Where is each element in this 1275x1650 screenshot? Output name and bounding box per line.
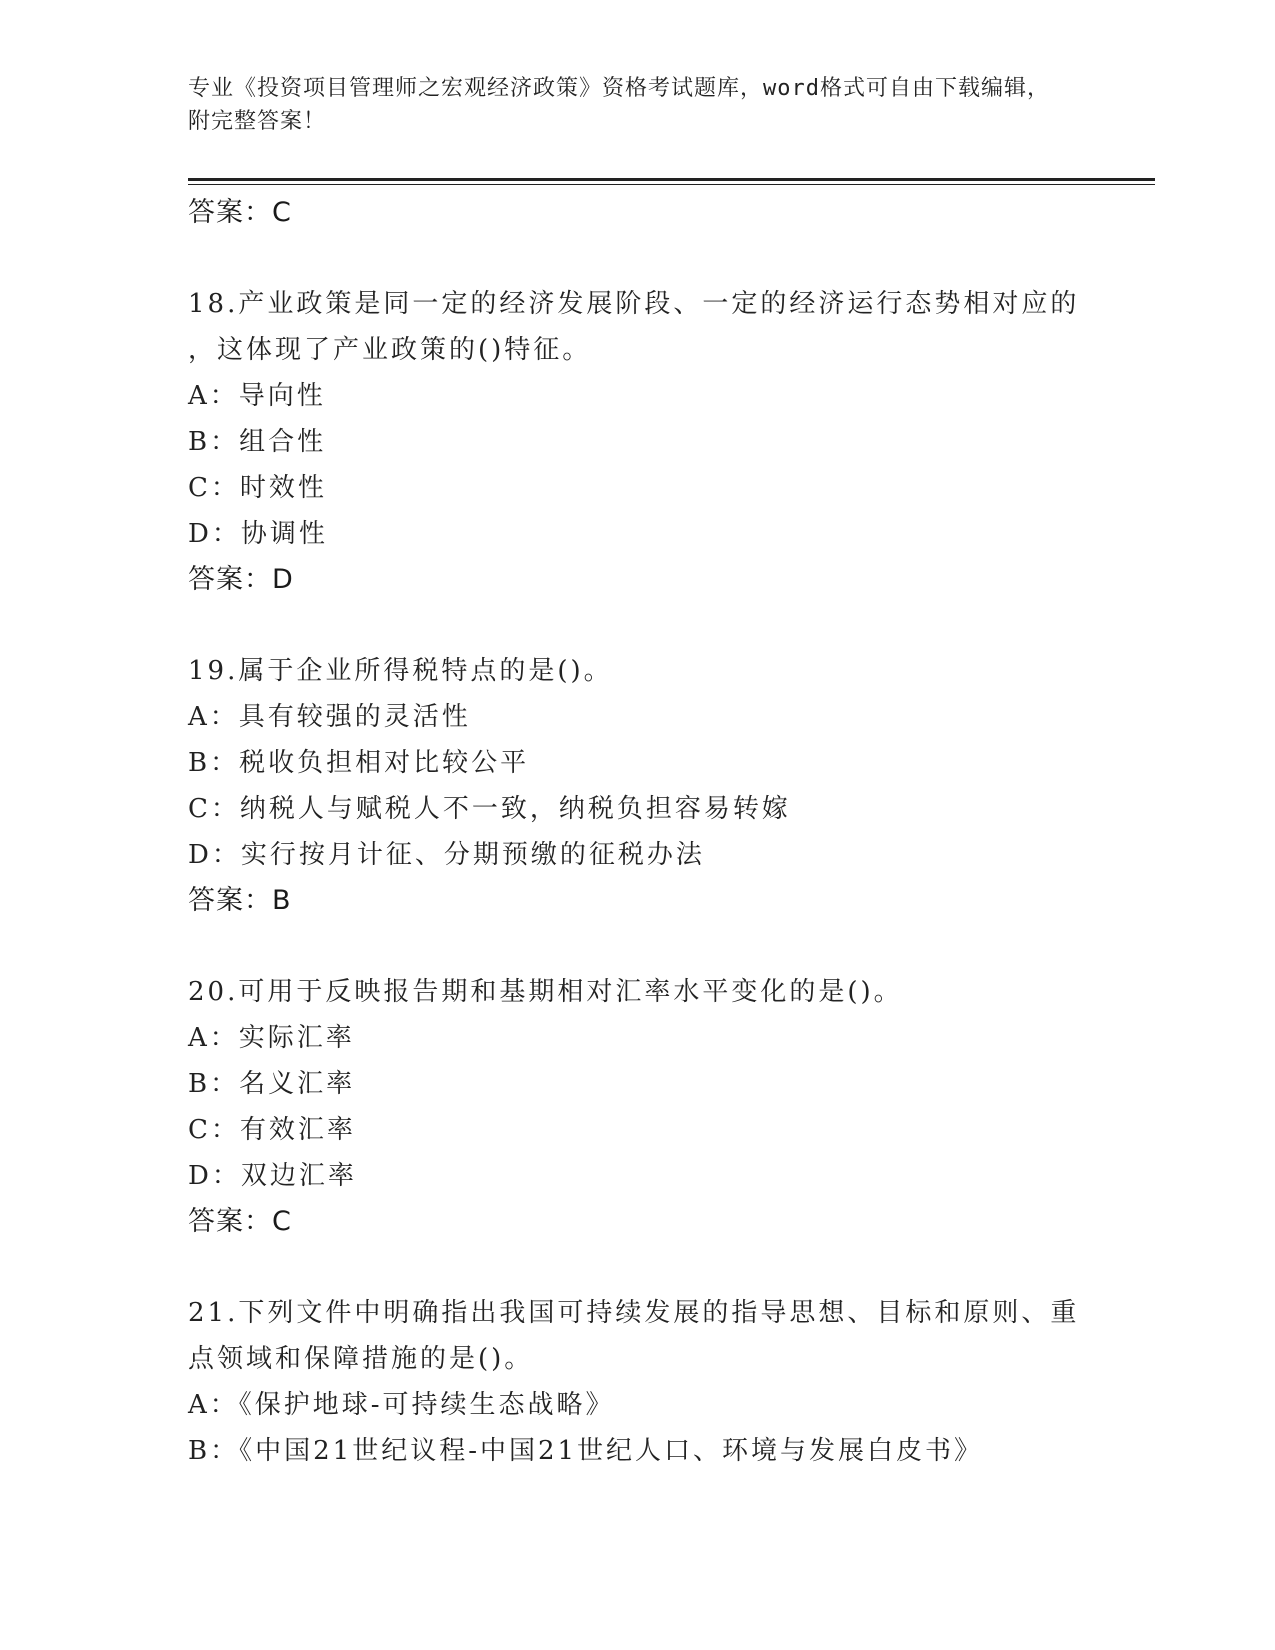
answer-line: 答案：D [188, 564, 294, 595]
question-block [188, 281, 1088, 603]
option-a: A：具有较强的灵活性 [188, 702, 471, 732]
spacer [188, 236, 1088, 281]
spacer [188, 603, 1088, 648]
question-block [188, 1290, 1088, 1474]
question-block [188, 969, 1088, 1245]
answer-line: 答案：C [188, 1206, 292, 1237]
question-stem-continued: 点领域和保障措施的是()。 [188, 1344, 534, 1374]
spacer [188, 924, 1088, 969]
option-a: A：实际汇率 [188, 1023, 355, 1053]
option-b: B：组合性 [188, 427, 327, 457]
question-stem: 21.下列文件中明确指出我国可持续发展的指导思想、目标和原则、重 [188, 1298, 1080, 1328]
answer-line: 答案：B [188, 885, 292, 916]
spacer [188, 1245, 1088, 1290]
option-b: B：名义汇率 [188, 1069, 356, 1099]
option-c: C：有效汇率 [188, 1115, 356, 1145]
header-intro-text: 专业《投资项目管理师之宏观经济政策》资格考试题库，word格式可自由下载编辑，附完整答案！ [188, 76, 1050, 134]
option-a: A：导向性 [188, 381, 326, 411]
option-c: C：纳税人与赋税人不一致，纳税负担容易转嫁 [188, 794, 791, 824]
question-block [188, 648, 1088, 924]
answer-line: 答案：C [188, 197, 292, 228]
option-b: B：税收负担相对比较公平 [188, 748, 530, 778]
header-divider-thin [188, 184, 1155, 185]
question-list [188, 190, 1088, 1474]
option-d: D：协调性 [188, 519, 328, 549]
question-stem-continued: ，这体现了产业政策的()特征。 [188, 335, 592, 365]
question-stem: 20.可用于反映报告期和基期相对汇率水平变化的是()。 [188, 977, 903, 1007]
question-stem: 19.属于企业所得税特点的是()。 [188, 656, 613, 686]
option-d: D：实行按月计征、分期预缴的征税办法 [188, 840, 705, 870]
option-a: A：《保护地球-可持续生态战略》 [188, 1390, 615, 1420]
option-c: C：时效性 [188, 473, 327, 503]
header-divider-thick [188, 178, 1155, 181]
question-stem: 18.产业政策是同一定的经济发展阶段、一定的经济运行态势相对应的 [188, 289, 1080, 319]
document-header [188, 72, 1068, 138]
option-d: D：双边汇率 [188, 1161, 357, 1191]
option-b: B：《中国21世纪议程-中国21世纪人口、环境与发展白皮书》 [188, 1436, 984, 1466]
